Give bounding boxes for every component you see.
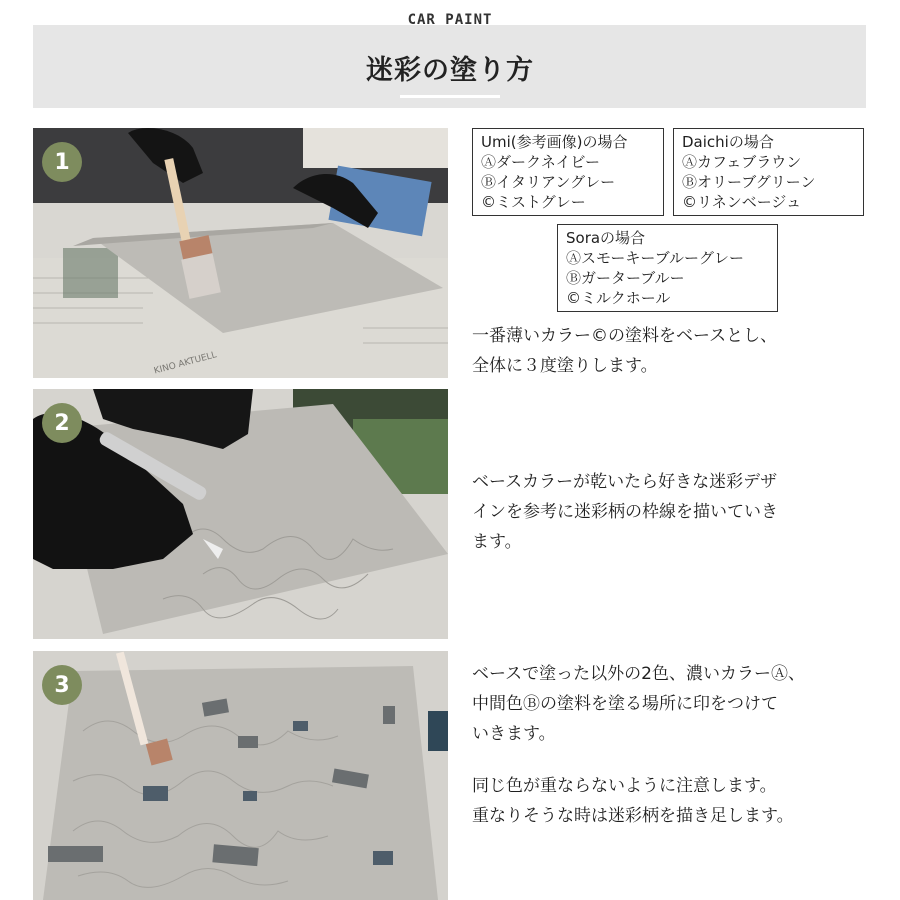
step-1-badge: 1 <box>42 142 82 182</box>
step-3-line-1: ベースで塗った以外の2色、濃いカラーⒶ、 <box>472 664 805 684</box>
step-1-illustration <box>33 128 448 378</box>
palette-color-b: Ⓑイタリアングレー <box>481 173 616 191</box>
step-3-photo <box>33 651 448 900</box>
palette-color-b: Ⓑガーターブルー <box>566 269 685 287</box>
palette-title: Umi(参考画像)の場合 <box>481 133 628 151</box>
step-3-text <box>472 659 872 831</box>
palette-box-daichi <box>673 128 864 216</box>
photo-newspaper-text: KINO AKTUELL <box>152 350 218 377</box>
palette-color-c: ©リネンベージュ <box>682 193 802 211</box>
palette-color-c: ©ミストグレー <box>481 193 586 211</box>
step-2-line-2: インを参考に迷彩柄の枠線を描いていき <box>472 502 778 522</box>
step-1-line-2: 全体に３度塗りします。 <box>472 356 658 376</box>
step-2-illustration <box>33 389 448 639</box>
step-1-photo <box>33 128 448 378</box>
palette-box-umi <box>472 128 664 216</box>
step-1-line-1: 一番薄いカラー©の塗料をベースとし、 <box>472 326 778 346</box>
palette-color-a: Ⓐスモーキーブルーグレー <box>566 249 745 267</box>
step-3-illustration <box>33 651 448 900</box>
palette-color-a: Ⓐカフェブラウン <box>682 153 802 171</box>
step-3-line-6: 重なりそうな時は迷彩柄を描き足します。 <box>472 806 794 826</box>
step-2-line-1: ベースカラーが乾いたら好きな迷彩デザ <box>472 472 778 492</box>
step-3-spacer <box>472 749 872 771</box>
title-underline <box>400 95 500 98</box>
palette-color-b: Ⓑオリーブグリーン <box>682 173 816 191</box>
palette-color-a: Ⓐダークネイビー <box>481 153 600 171</box>
palette-title: Daichiの場合 <box>682 133 774 151</box>
step-3-badge: 3 <box>42 665 82 705</box>
step-2-text <box>472 467 872 557</box>
page-title: 迷彩の塗り方 <box>366 55 534 86</box>
step-2-line-3: ます。 <box>472 532 522 552</box>
step-2-badge: 2 <box>42 403 82 443</box>
step-1-text <box>472 321 872 381</box>
step-3-line-3: いきます。 <box>472 724 556 744</box>
palette-color-c: ©ミルクホール <box>566 289 671 307</box>
step-3-line-2: 中間色Ⓑの塗料を塗る場所に印をつけて <box>472 694 778 714</box>
step-3-line-5: 同じ色が重ならないように注意します。 <box>472 776 777 796</box>
header-kicker: CAR PAINT <box>407 12 493 28</box>
palette-title: Soraの場合 <box>566 229 646 247</box>
step-2-photo <box>33 389 448 639</box>
palette-box-sora <box>557 224 778 312</box>
